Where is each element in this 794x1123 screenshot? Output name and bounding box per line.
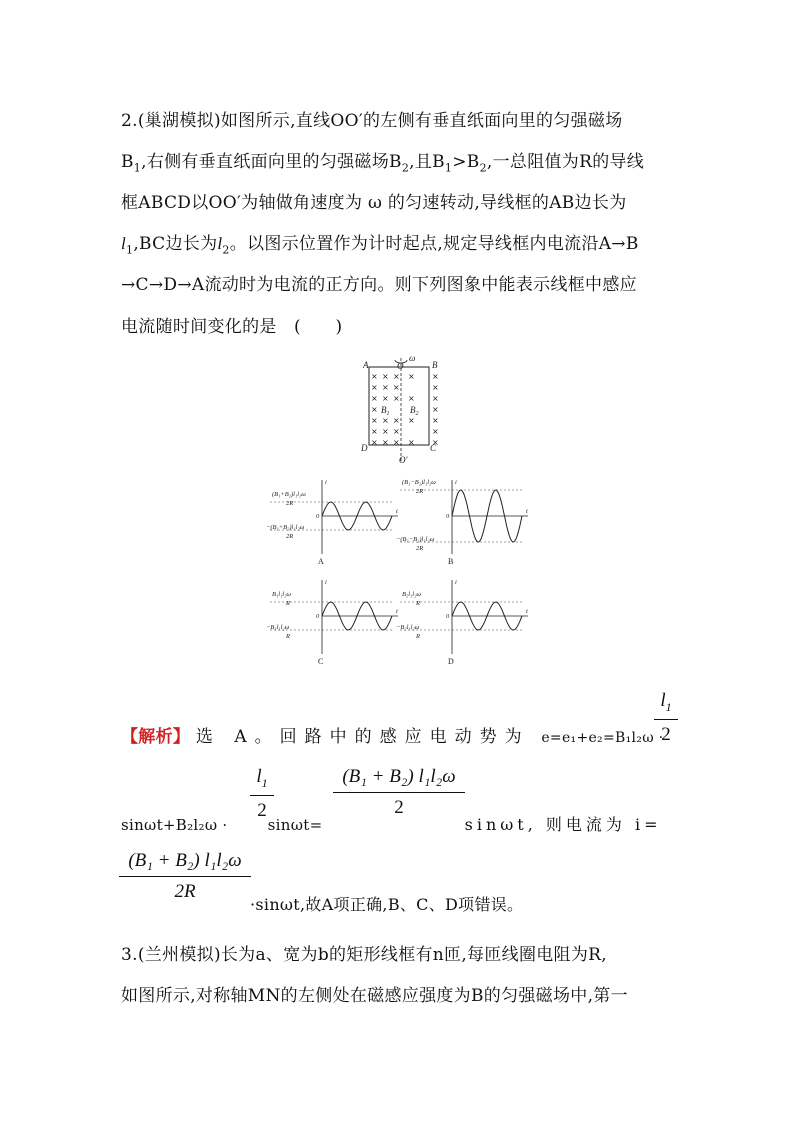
field-cross: × xyxy=(371,438,378,447)
label-B: B xyxy=(432,360,438,370)
field-cross: × xyxy=(408,394,415,403)
field-cross: × xyxy=(382,438,389,447)
q2-l2d: >B xyxy=(452,152,480,172)
frac-current: (B₁ + B₂) l₁l₂ω 2R xyxy=(119,850,251,903)
q2-sub: 1 xyxy=(126,243,134,257)
field-cross: × xyxy=(371,372,378,381)
graph-letter: B xyxy=(448,557,454,566)
q2-l2c: ,且B xyxy=(409,152,445,172)
graphs-figure xyxy=(262,478,532,668)
field-cross: × xyxy=(393,438,400,447)
field-cross: × xyxy=(393,427,400,436)
graph-B xyxy=(396,479,528,566)
label-D: D xyxy=(361,443,368,453)
q2-l2b: ,右侧有垂直纸面向里的匀强磁场B xyxy=(141,152,402,172)
i-axis-label: i xyxy=(455,579,457,586)
frame-figure xyxy=(355,355,445,467)
q2-l4d: 。以图示位置作为计时起点,规定导线框内电流沿A→B xyxy=(229,234,639,254)
field-cross: × xyxy=(432,383,439,392)
field-cross: × xyxy=(371,383,378,392)
field-cross: × xyxy=(408,438,415,447)
top-label: (B₁−B₂)l₁l₂ω xyxy=(402,479,436,486)
bottom-label: −(B₁+B₂)l₁l₂ω xyxy=(266,524,305,531)
top-den: 2R xyxy=(286,500,294,507)
field-cross: × xyxy=(432,438,439,447)
q2-line-4 xyxy=(121,229,639,256)
field-cross: × xyxy=(408,416,415,425)
field-cross: × xyxy=(382,416,389,425)
field-cross: × xyxy=(432,416,439,425)
graph-D xyxy=(396,579,528,666)
graph-C xyxy=(266,579,398,666)
t-axis-label: t xyxy=(396,608,398,615)
top-den: R xyxy=(286,600,290,607)
field-cross: × xyxy=(393,383,400,392)
field-cross: × xyxy=(432,394,439,403)
q2-b1: B xyxy=(121,152,134,172)
bottom-den: 2R xyxy=(416,545,424,552)
graph-letter: A xyxy=(318,557,324,566)
frac-l1-over-2-b: $l_1$ 2 xyxy=(250,766,274,822)
field-cross: × xyxy=(382,372,389,381)
t-axis-label: t xyxy=(526,508,528,515)
analysis-p2b: sinωt= xyxy=(267,816,323,834)
analysis-eq1: e=e₁+e₂=B₁l₂ω · xyxy=(541,730,664,746)
q2-l4b: ,BC边长为 xyxy=(133,234,218,254)
top-label: (B₁+B₂)l₁l₂ω xyxy=(272,491,306,498)
origin-label: 0 xyxy=(446,513,450,520)
q3-line-2: 如图所示,对称轴MN的左侧处在磁感应强度为B的匀强磁场中,第一 xyxy=(121,986,628,1006)
field-cross: × xyxy=(371,394,378,403)
origin-label: 0 xyxy=(316,513,320,520)
field-cross: × xyxy=(382,427,389,436)
q2-line-6: 电流随时间变化的是 ( ) xyxy=(121,317,343,337)
top-den: R xyxy=(416,600,420,607)
t-axis-label: t xyxy=(526,608,528,615)
label-A: A xyxy=(363,360,369,370)
i-axis-label: i xyxy=(325,579,327,586)
graph-letter: D xyxy=(448,657,454,666)
omega-label: ω xyxy=(409,355,416,363)
label-B1: $B_1$ xyxy=(381,405,390,417)
q2-line-1: 2.(巢湖模拟)如图所示,直线OO′的左侧有垂直纸面向里的匀强磁场 xyxy=(121,111,623,131)
bottom-den: R xyxy=(416,633,420,640)
i-axis-label: i xyxy=(325,479,327,486)
field-cross: × xyxy=(371,427,378,436)
label-Oprime: O′ xyxy=(399,455,408,465)
bottom-den: 2R xyxy=(286,533,294,540)
field-cross: × xyxy=(371,405,378,414)
q2-line-2 xyxy=(121,147,644,174)
q2-line-5: →C→D→A流动时为电流的正方向。则下列图象中能表示线框中感应 xyxy=(121,275,637,295)
field-cross: × xyxy=(408,372,415,381)
t-axis-label: t xyxy=(396,508,398,515)
q2-line-3: 框ABCD以OO′为轴做角速度为 ω 的匀速转动,导线框的AB边长为 xyxy=(121,193,627,213)
graph-letter: C xyxy=(318,657,324,666)
top-den: 2R xyxy=(416,488,424,495)
top-label: B₁l₁l₂ω xyxy=(272,591,291,598)
i-axis-label: i xyxy=(455,479,457,486)
label-B2: $B_2$ xyxy=(410,405,419,417)
top-label: B₂l₁l₂ω xyxy=(402,591,421,598)
frac-l1-over-2-a: $l_1$ 2 xyxy=(654,690,678,746)
label-O: O xyxy=(397,361,404,371)
q2-sub: 1 xyxy=(133,161,142,175)
field-cross: × xyxy=(432,405,439,414)
field-cross: × xyxy=(371,416,378,425)
bottom-label: −(B₁−B₂)l₁l₂ω xyxy=(396,536,435,543)
bottom-label: −B₂l₁l₂ω xyxy=(396,624,420,631)
field-cross: × xyxy=(393,416,400,425)
q2-l1: l xyxy=(121,234,127,253)
origin-label: 0 xyxy=(316,613,320,620)
analysis-line-1 xyxy=(121,722,663,747)
analysis-p2c: sinωt, 则电流为 i= xyxy=(464,815,662,834)
label-C: C xyxy=(430,443,437,453)
field-cross: × xyxy=(393,394,400,403)
q2-sub: 2 xyxy=(479,161,487,175)
origin-label: 0 xyxy=(446,613,450,620)
bottom-den: R xyxy=(286,633,290,640)
analysis-line-3: ·sinωt,故A项正确,B、C、D项错误。 xyxy=(250,895,524,914)
q2-sub: 1 xyxy=(444,161,453,175)
field-cross: × xyxy=(382,383,389,392)
q3-line-1: 3.(兰州模拟)长为a、宽为b的矩形线框有n匝,每匝线圈电阻为R, xyxy=(121,945,607,965)
analysis-p2a: sinωt+B₂l₂ω · xyxy=(121,816,228,834)
analysis-tag: 【解析】 xyxy=(121,727,191,747)
q2-l2: l xyxy=(217,234,223,253)
q2-sub: 2 xyxy=(222,243,230,257)
field-cross: × xyxy=(432,427,439,436)
q2-l2e: ,一总阻值为R的导线 xyxy=(486,152,645,172)
frac-emf: (B₁ + B₂) l₁l₂ω 2 xyxy=(333,766,465,819)
graph-A xyxy=(266,479,398,566)
q2-sub: 2 xyxy=(401,161,410,175)
field-cross: × xyxy=(382,394,389,403)
analysis-p1: 选 A。回路中的感应电动势为 xyxy=(195,727,530,747)
field-cross: × xyxy=(393,372,400,381)
field-cross: × xyxy=(432,372,439,381)
bottom-label: −B₁l₁l₂ω xyxy=(266,624,290,631)
